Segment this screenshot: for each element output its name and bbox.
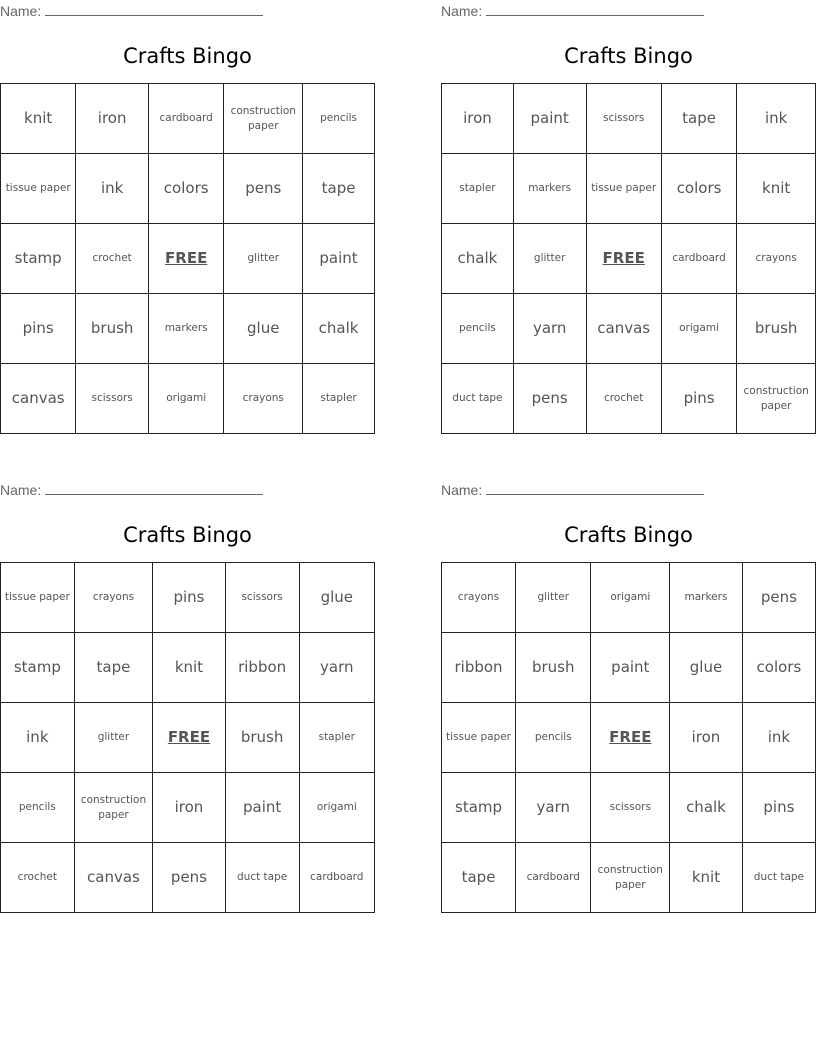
bingo-cell[interactable]: tape bbox=[74, 633, 153, 703]
bingo-cell[interactable]: scissors bbox=[591, 773, 670, 843]
bingo-cell[interactable]: colors bbox=[661, 154, 736, 224]
bingo-row bbox=[1, 563, 375, 633]
bingo-cell[interactable]: glitter bbox=[516, 563, 591, 633]
bingo-row bbox=[442, 773, 816, 843]
bingo-cell[interactable]: stamp bbox=[1, 224, 76, 294]
bingo-cell[interactable]: pins bbox=[742, 773, 815, 843]
bingo-cell[interactable]: crayons bbox=[442, 563, 516, 633]
bingo-row bbox=[442, 294, 816, 364]
bingo-cell[interactable]: tissue paper bbox=[442, 703, 516, 773]
bingo-row bbox=[442, 154, 816, 224]
bingo-cell[interactable]: pencils bbox=[303, 84, 375, 154]
bingo-cell[interactable]: crayons bbox=[737, 224, 816, 294]
bingo-cell[interactable]: pens bbox=[742, 563, 815, 633]
bingo-cell[interactable]: glitter bbox=[513, 224, 586, 294]
bingo-cell[interactable]: iron bbox=[670, 703, 743, 773]
bingo-cell[interactable]: chalk bbox=[442, 224, 514, 294]
name-field[interactable] bbox=[0, 2, 263, 20]
bingo-cell[interactable]: crayons bbox=[74, 563, 153, 633]
bingo-cell-free[interactable]: FREE bbox=[591, 703, 670, 773]
bingo-cell-free[interactable]: FREE bbox=[153, 703, 225, 773]
bingo-cell[interactable]: origami bbox=[661, 294, 736, 364]
card-title: Crafts Bingo bbox=[123, 523, 252, 547]
bingo-cell[interactable]: stapler bbox=[442, 154, 514, 224]
bingo-cell[interactable]: iron bbox=[442, 84, 514, 154]
bingo-cell[interactable]: canvas bbox=[74, 843, 153, 913]
bingo-cell[interactable]: crochet bbox=[76, 224, 149, 294]
name-field[interactable] bbox=[441, 481, 704, 499]
bingo-cell[interactable]: stapler bbox=[299, 703, 374, 773]
bingo-cell[interactable]: construction paper bbox=[224, 84, 303, 154]
bingo-cell[interactable]: pencils bbox=[516, 703, 591, 773]
bingo-cell[interactable]: scissors bbox=[225, 563, 299, 633]
name-label: Name: bbox=[0, 3, 42, 19]
bingo-cell[interactable]: markers bbox=[513, 154, 586, 224]
bingo-cell[interactable]: tissue paper bbox=[1, 563, 75, 633]
bingo-cell[interactable]: glue bbox=[299, 563, 374, 633]
name-field[interactable] bbox=[0, 481, 263, 499]
bingo-cell[interactable]: knit bbox=[1, 84, 76, 154]
bingo-cell[interactable]: colors bbox=[148, 154, 223, 224]
bingo-cell[interactable]: yarn bbox=[513, 294, 586, 364]
bingo-cell[interactable]: pins bbox=[1, 294, 76, 364]
bingo-cell[interactable]: stapler bbox=[303, 364, 375, 434]
card-title: Crafts Bingo bbox=[564, 44, 693, 68]
bingo-cell[interactable]: tape bbox=[303, 154, 375, 224]
bingo-cell[interactable]: origami bbox=[148, 364, 223, 434]
card-title: Crafts Bingo bbox=[123, 44, 252, 68]
bingo-cell[interactable]: pencils bbox=[442, 294, 514, 364]
bingo-grid bbox=[441, 562, 816, 913]
bingo-cell[interactable]: brush bbox=[225, 703, 299, 773]
bingo-row bbox=[442, 364, 816, 434]
name-label: Name: bbox=[441, 482, 483, 498]
bingo-grid bbox=[0, 83, 375, 434]
bingo-cell[interactable]: ink bbox=[76, 154, 149, 224]
bingo-cell[interactable]: canvas bbox=[586, 294, 661, 364]
bingo-cell[interactable]: knit bbox=[670, 843, 743, 913]
bingo-cell[interactable]: stamp bbox=[442, 773, 516, 843]
bingo-grid bbox=[441, 83, 816, 434]
bingo-cell[interactable]: construction paper bbox=[591, 843, 670, 913]
bingo-cell[interactable]: ink bbox=[742, 703, 815, 773]
name-underline bbox=[486, 3, 704, 16]
bingo-cell[interactable]: cardboard bbox=[516, 843, 591, 913]
bingo-cell[interactable]: origami bbox=[299, 773, 374, 843]
bingo-cell[interactable]: brush bbox=[516, 633, 591, 703]
bingo-cell[interactable]: pins bbox=[153, 563, 225, 633]
bingo-cell[interactable]: knit bbox=[153, 633, 225, 703]
bingo-cell[interactable]: glue bbox=[670, 633, 743, 703]
bingo-row bbox=[1, 843, 375, 913]
bingo-cell[interactable]: iron bbox=[76, 84, 149, 154]
card-title: Crafts Bingo bbox=[564, 523, 693, 547]
bingo-cell[interactable]: markers bbox=[148, 294, 223, 364]
bingo-cell[interactable]: tape bbox=[442, 843, 516, 913]
bingo-cell[interactable]: cardboard bbox=[299, 843, 374, 913]
bingo-cell[interactable]: canvas bbox=[1, 364, 76, 434]
bingo-cell[interactable]: iron bbox=[153, 773, 225, 843]
bingo-cell[interactable]: origami bbox=[591, 563, 670, 633]
bingo-cell[interactable]: yarn bbox=[299, 633, 374, 703]
bingo-cell[interactable]: construction paper bbox=[74, 773, 153, 843]
bingo-cell[interactable]: tissue paper bbox=[1, 154, 76, 224]
bingo-row bbox=[1, 364, 375, 434]
bingo-cell[interactable]: pins bbox=[661, 364, 736, 434]
bingo-cell[interactable]: tissue paper bbox=[586, 154, 661, 224]
bingo-grid bbox=[0, 562, 375, 913]
bingo-cell[interactable]: brush bbox=[737, 294, 816, 364]
bingo-cell-free[interactable]: FREE bbox=[586, 224, 661, 294]
bingo-row bbox=[442, 563, 816, 633]
bingo-cell[interactable]: ribbon bbox=[225, 633, 299, 703]
bingo-cell[interactable]: knit bbox=[737, 154, 816, 224]
bingo-row bbox=[1, 154, 375, 224]
bingo-cell[interactable]: crochet bbox=[586, 364, 661, 434]
bingo-cell-free[interactable]: FREE bbox=[148, 224, 223, 294]
bingo-row bbox=[1, 703, 375, 773]
bingo-cell[interactable]: ink bbox=[1, 703, 75, 773]
name-label: Name: bbox=[0, 482, 42, 498]
bingo-cell[interactable]: scissors bbox=[76, 364, 149, 434]
bingo-cell[interactable]: duct tape bbox=[442, 364, 514, 434]
bingo-cell[interactable]: paint bbox=[513, 84, 586, 154]
bingo-cell[interactable]: pencils bbox=[1, 773, 75, 843]
bingo-cell[interactable]: chalk bbox=[670, 773, 743, 843]
bingo-row bbox=[1, 633, 375, 703]
bingo-cell[interactable]: colors bbox=[742, 633, 815, 703]
bingo-row bbox=[442, 843, 816, 913]
bingo-row bbox=[442, 703, 816, 773]
bingo-row bbox=[1, 294, 375, 364]
bingo-cell[interactable]: pens bbox=[224, 154, 303, 224]
bingo-cell[interactable]: cardboard bbox=[661, 224, 736, 294]
bingo-cell[interactable]: glitter bbox=[224, 224, 303, 294]
bingo-cell[interactable]: pens bbox=[153, 843, 225, 913]
name-field[interactable] bbox=[441, 2, 704, 20]
bingo-cell[interactable]: pens bbox=[513, 364, 586, 434]
bingo-cell[interactable]: paint bbox=[591, 633, 670, 703]
bingo-row bbox=[442, 224, 816, 294]
bingo-row bbox=[1, 224, 375, 294]
bingo-cell[interactable]: chalk bbox=[303, 294, 375, 364]
bingo-cell[interactable]: stamp bbox=[1, 633, 75, 703]
bingo-cell[interactable]: duct tape bbox=[225, 843, 299, 913]
bingo-cell[interactable]: ribbon bbox=[442, 633, 516, 703]
bingo-cell[interactable]: construction paper bbox=[737, 364, 816, 434]
bingo-cell[interactable]: ink bbox=[737, 84, 816, 154]
bingo-row bbox=[1, 84, 375, 154]
name-label: Name: bbox=[441, 3, 483, 19]
name-underline bbox=[486, 482, 704, 495]
bingo-cell[interactable]: crayons bbox=[224, 364, 303, 434]
bingo-cell[interactable]: yarn bbox=[516, 773, 591, 843]
bingo-cell[interactable]: duct tape bbox=[742, 843, 815, 913]
bingo-cell[interactable]: crochet bbox=[1, 843, 75, 913]
bingo-cell[interactable]: paint bbox=[303, 224, 375, 294]
name-underline bbox=[45, 482, 263, 495]
bingo-row bbox=[442, 84, 816, 154]
bingo-row bbox=[1, 773, 375, 843]
name-underline bbox=[45, 3, 263, 16]
bingo-cell[interactable]: glitter bbox=[74, 703, 153, 773]
bingo-row bbox=[442, 633, 816, 703]
bingo-cell[interactable]: tape bbox=[661, 84, 736, 154]
bingo-cell[interactable]: brush bbox=[76, 294, 149, 364]
bingo-cell[interactable]: markers bbox=[670, 563, 743, 633]
bingo-cell[interactable]: cardboard bbox=[148, 84, 223, 154]
bingo-cell[interactable]: scissors bbox=[586, 84, 661, 154]
bingo-cell[interactable]: paint bbox=[225, 773, 299, 843]
bingo-cell[interactable]: glue bbox=[224, 294, 303, 364]
